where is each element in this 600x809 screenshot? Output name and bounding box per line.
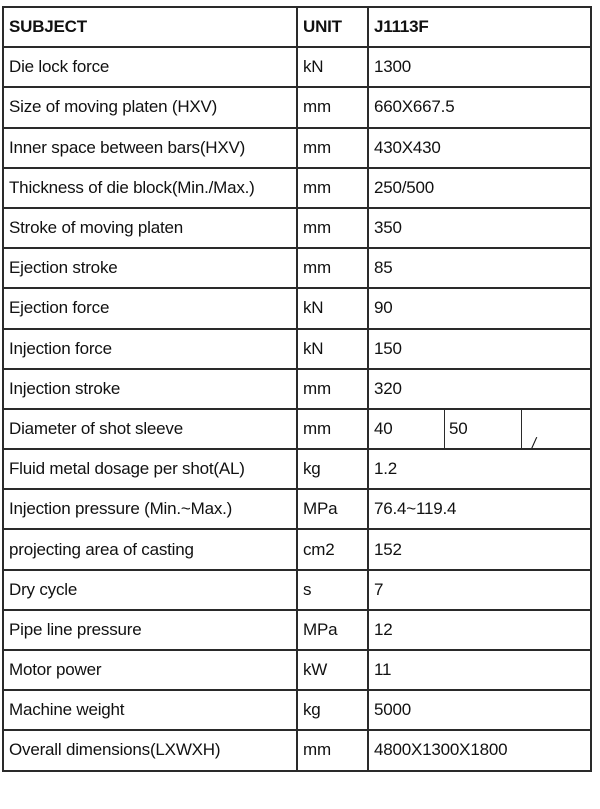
shot-sleeve-value-3-cell	[522, 410, 590, 453]
shot-sleeve-values	[369, 410, 590, 453]
row-subject: Overall dimensions(LXWXH)	[3, 730, 297, 770]
row-subject: Ejection stroke	[3, 248, 297, 288]
row-unit: kg	[297, 449, 368, 489]
table-row	[3, 730, 591, 770]
row-subject: Diameter of shot sleeve	[3, 409, 297, 449]
table-row	[3, 168, 591, 208]
table-row	[3, 248, 591, 288]
header-subject: SUBJECT	[3, 7, 297, 47]
shot-sleeve-value-2: 50	[445, 410, 522, 448]
table-row	[3, 449, 591, 489]
row-unit: MPa	[297, 489, 368, 529]
table-row	[3, 570, 591, 610]
shot-sleeve-value-3: /	[530, 435, 538, 453]
row-unit: kW	[297, 650, 368, 690]
table-row	[3, 529, 591, 569]
row-unit: mm	[297, 208, 368, 248]
row-value: 430X430	[368, 128, 591, 168]
table-row	[3, 288, 591, 328]
row-unit: mm	[297, 730, 368, 770]
spec-table-body	[3, 7, 591, 771]
row-subject: Pipe line pressure	[3, 610, 297, 650]
table-row	[3, 610, 591, 650]
row-unit: mm	[297, 128, 368, 168]
row-value: 320	[368, 369, 591, 409]
table-row	[3, 329, 591, 369]
row-value: 5000	[368, 690, 591, 730]
row-subject: Ejection force	[3, 288, 297, 328]
row-unit: s	[297, 570, 368, 610]
row-subject: Fluid metal dosage per shot(AL)	[3, 449, 297, 489]
row-subject: Injection pressure (Min.~Max.)	[3, 489, 297, 529]
row-unit: kg	[297, 690, 368, 730]
row-value-split	[368, 409, 591, 453]
row-value: 350	[368, 208, 591, 248]
row-unit: mm	[297, 248, 368, 288]
row-unit: mm	[297, 369, 368, 409]
table-row	[3, 128, 591, 168]
row-value: 12	[368, 610, 591, 650]
row-subject: Injection stroke	[3, 369, 297, 409]
table-row	[3, 409, 591, 449]
table-row	[3, 369, 591, 409]
row-value: 1.2	[368, 449, 591, 489]
row-value: 11	[368, 650, 591, 690]
header-unit: UNIT	[297, 7, 368, 47]
row-unit: cm2	[297, 529, 368, 569]
row-value: 150	[368, 329, 591, 369]
row-subject: Size of moving platen (HXV)	[3, 87, 297, 127]
row-unit: MPa	[297, 610, 368, 650]
row-unit: mm	[297, 168, 368, 208]
row-value: 152	[368, 529, 591, 569]
row-subject: Thickness of die block(Min./Max.)	[3, 168, 297, 208]
table-row	[3, 87, 591, 127]
row-subject: Die lock force	[3, 47, 297, 87]
row-value: 7	[368, 570, 591, 610]
row-value: 1300	[368, 47, 591, 87]
row-value: 660X667.5	[368, 87, 591, 127]
row-subject: Machine weight	[3, 690, 297, 730]
row-unit: kN	[297, 288, 368, 328]
row-subject: Stroke of moving platen	[3, 208, 297, 248]
row-subject: Injection force	[3, 329, 297, 369]
row-unit: mm	[297, 87, 368, 127]
spec-table	[2, 6, 592, 772]
table-row	[3, 208, 591, 248]
table-row	[3, 489, 591, 529]
row-value: 76.4~119.4	[368, 489, 591, 529]
row-subject: Inner space between bars(HXV)	[3, 128, 297, 168]
shot-sleeve-value-1: 40	[369, 410, 445, 448]
table-row	[3, 690, 591, 730]
row-subject: Dry cycle	[3, 570, 297, 610]
row-unit: mm	[297, 409, 368, 449]
row-value: 90	[368, 288, 591, 328]
row-value: 4800X1300X1800	[368, 730, 591, 770]
table-row	[3, 47, 591, 87]
table-header-row	[3, 7, 591, 47]
header-model: J1113F	[368, 7, 591, 47]
row-value: 85	[368, 248, 591, 288]
row-unit: kN	[297, 329, 368, 369]
table-row	[3, 650, 591, 690]
row-value: 250/500	[368, 168, 591, 208]
row-subject: Motor power	[3, 650, 297, 690]
row-subject: projecting area of casting	[3, 529, 297, 569]
row-unit: kN	[297, 47, 368, 87]
